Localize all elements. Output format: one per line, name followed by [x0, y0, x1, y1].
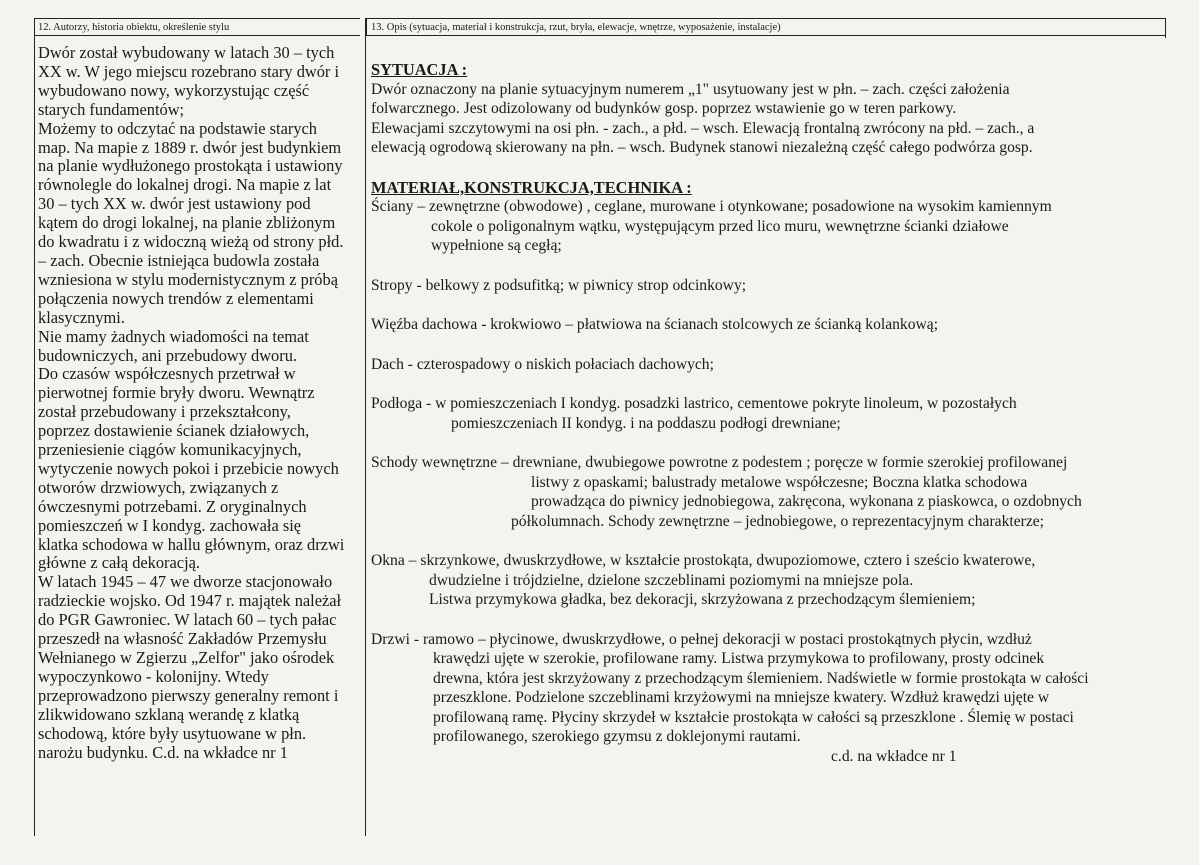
wiezba-line: Więźba dachowa - krokwiowo – płatwiowa na ścianach stolcowych ze ścianką kolankową; [371, 316, 939, 333]
column-rule-middle [365, 18, 366, 836]
sytuacja-line: Dwór oznaczony na planie sytuacyjnym numerem „1" usytuowany jest w płn. – zach. części założenia [371, 80, 1010, 98]
history-line: połączenia nowych trendów z elementami [38, 288, 314, 308]
history-line: poprzez dostawienie ścianek działowych, [38, 421, 310, 441]
continuation-note: c.d. na wkładce nr 1 [831, 747, 957, 765]
history-line: do kwadratu i z widoczną wieżą od strony płd. [38, 232, 344, 252]
history-line: map. Na mapie z 1889 r. dwór jest budynkiem [38, 137, 342, 157]
history-line: kątem do drogi lokalnej, na planie zbliżonym [38, 213, 336, 233]
history-line: XX w. W jego miejscu rozebrano stary dwór i [38, 61, 340, 81]
stropy-line: Stropy - belkowy z podsufitką; w piwnicy strop odcinkowy; [371, 276, 747, 294]
history-line: wzniesiona w stylu modernistycznym z próbą [38, 269, 338, 289]
history-line: Możemy to odczytać na podstawie starych [38, 118, 318, 138]
history-column [38, 44, 360, 762]
history-line: na planie wydłużonego prostokąta i ustawiony [38, 156, 343, 176]
header-right: 13. Opis (sytuacja, materiał i konstrukcja, rzut, bryła, elewacje, wnętrze, wyposażenie, instalacje) [366, 18, 1165, 36]
schody-line: listwy z opaskami; balustrady metalowe współczesne; Boczna klatka schodowa [531, 473, 1028, 491]
header-left: 12. Autorzy, historia obiektu, określenie stylu [34, 18, 360, 36]
schody-line: Schody wewnętrzne – drewniane, dwubiegowe powrotne z podestem ; poręcze w formie szerokiej profilowanej [371, 454, 1068, 471]
history-line: Wełnianego w Zgierzu „Zelfor" jako ośrodek [38, 648, 335, 667]
sytuacja-line: folwarcznego. Jest odizolowany od budynków gosp. poprzez wstawienie go w teren parkowy. [371, 100, 957, 117]
history-line: wypoczynkowo - kolonijny. Wtedy [38, 666, 269, 686]
history-line: przeniesienie ciągów komunikacyjnych, [38, 440, 302, 460]
drzwi-line: profilowanego, szerokiego gzymsu z doklejonymi rautami. [433, 728, 801, 745]
section-heading-material: MATERIAŁ,KONSTRUKCJA,TECHNIKA : [371, 177, 692, 197]
history-line: wybudowano nowy, wykorzystując część [38, 80, 310, 100]
podloga-line: pomieszczeniach II kondyg. i na poddaszu podłogi drewniane; [451, 414, 841, 432]
history-line: narożu budynku. C.d. na wkładce nr 1 [38, 742, 288, 762]
okna-line: dwudzielne i trójdzielne, dzielone szczeblinami poziomymi na mniejsze pola. [429, 571, 914, 589]
history-line: budowniczych, ani przebudowy dworu. [38, 345, 297, 365]
podloga-line: Podłoga - w pomieszczeniach I kondyg. posadzki lastrico, cementowe pokryte linoleum, w pozostałych [371, 395, 1017, 412]
section-heading-sytuacja: SYTUACJA : [371, 60, 468, 79]
history-line: wytyczenie nowych pokoi i przebicie nowych [38, 458, 339, 478]
column-rule-left [34, 18, 35, 836]
dach-line: Dach - czterospadowy o niskich połaciach dachowych; [371, 355, 714, 373]
history-line: pierwotnej formie bryły dworu. Wewnątrz [38, 383, 315, 403]
history-line: Dwór został wybudowany w latach 30 – tych [38, 43, 335, 62]
history-line: pomieszczeń w I kondyg. zachowała się [38, 515, 302, 535]
drzwi-line: krawędzi ujęte w szerokie, profilowane ramy. Listwa przymykowa to profilowany, prosty odcinek [433, 650, 1045, 667]
history-line: klatka schodowa w hallu głównym, oraz drzwi [38, 534, 345, 554]
history-line: Do czasów współczesnych przetrwał w [38, 364, 296, 384]
schody-line: prowadząca do piwnicy jednobiegowa, zakręcona, wykonana z piaskowca, o ozdobnych [531, 493, 1082, 510]
history-line: starych fundamentów; [38, 99, 185, 119]
okna-line: Listwa przymykowa gładka, bez dekoracji, skrzyżowana z przechodzącym ślemieniem; [429, 591, 976, 608]
sciany-line: cokole o poligonalnym wątku, występującym przed lico muru, wewnętrzne ścianki działowe [431, 217, 1009, 235]
column-rule-right [1165, 18, 1166, 38]
drzwi-line: przeszklone. Podzielone szczeblinami krzyżowymi na mniejsze kwatery. Wzdłuż krawędzi ujęte w [433, 689, 1050, 706]
history-line: przeprowadzono pierwszy generalny remont i [38, 685, 339, 705]
sciany-line: Ściany – zewnętrzne (obwodowe) , ceglane, murowane i otynkowane; posadowione na wysokim kamiennym [371, 198, 1052, 215]
history-line: Nie mamy żadnych wiadomości na temat [38, 326, 309, 346]
history-line: schodową, które były usytuowane w płn. [38, 723, 307, 743]
history-line: równolegle do lokalnej drogi. Na mapie z lat [38, 175, 332, 195]
history-line: – zach. Obecnie istniejąca budowla została [38, 250, 320, 270]
sciany-line: wypełnione są cegłą; [431, 237, 562, 254]
drzwi-line: Drzwi - ramowo – płycinowe, dwuskrzydłowe, o pełnej dekoracji w postaci prostokątnych płycin, wzdłuż [371, 630, 1032, 648]
sytuacja-line: elewacją ogrodową skierowany na płn. – wsch. Budynek stanowi niezależną część całego podwórza gosp. [371, 139, 1033, 156]
history-line: W latach 1945 – 47 we dworze stacjonowało [38, 572, 333, 592]
history-line: radzieckie wojsko. Od 1947 r. majątek należał [38, 591, 342, 611]
okna-line: Okna – skrzynkowe, dwuskrzydłowe, w kształcie prostokąta, dwupoziomowe, cztero i sześcio kwaterowe, [371, 552, 1036, 569]
history-line: klasycznymi. [38, 307, 125, 327]
history-line: zlikwidowano szklaną werandę z klatką [38, 704, 300, 724]
history-line: ówczesnymi potrzebami. Z oryginalnych [38, 496, 307, 516]
drzwi-line: profilowaną ramę. Płyciny skrzydeł w kształcie prostokąta w całości są przeszklone . Ślemię w postaci [433, 708, 1074, 726]
schody-line: półkolumnach. Schody zewnętrzne – jednobiegowe, o reprezentacyjnym charakterze; [511, 512, 1044, 530]
history-line: główne z całą dekoracją. [38, 553, 200, 573]
history-line: został przebudowany i przekształcony, [38, 402, 291, 422]
history-line: do PGR Gawroniec. W latach 60 – tych pałac [38, 610, 337, 630]
history-line: 30 – tych XX w. dwór jest ustawiony pod [38, 194, 311, 214]
drzwi-line: drewna, która jest skrzyżowany z przechodzącym ślemieniem. Nadświetle w formie prostokąta w całości [433, 669, 1089, 687]
history-line: otworów drzwiowych, związanych z [38, 477, 279, 497]
history-line: przeszedł na własność Zakładów Przemysłu [38, 629, 327, 649]
sytuacja-line: Elewacjami szczytowymi na osi płn. - zach., a płd. – wsch. Elewacją frontalną zwrócony na płd. – zach., a [371, 119, 1035, 137]
description-column [371, 60, 1161, 766]
